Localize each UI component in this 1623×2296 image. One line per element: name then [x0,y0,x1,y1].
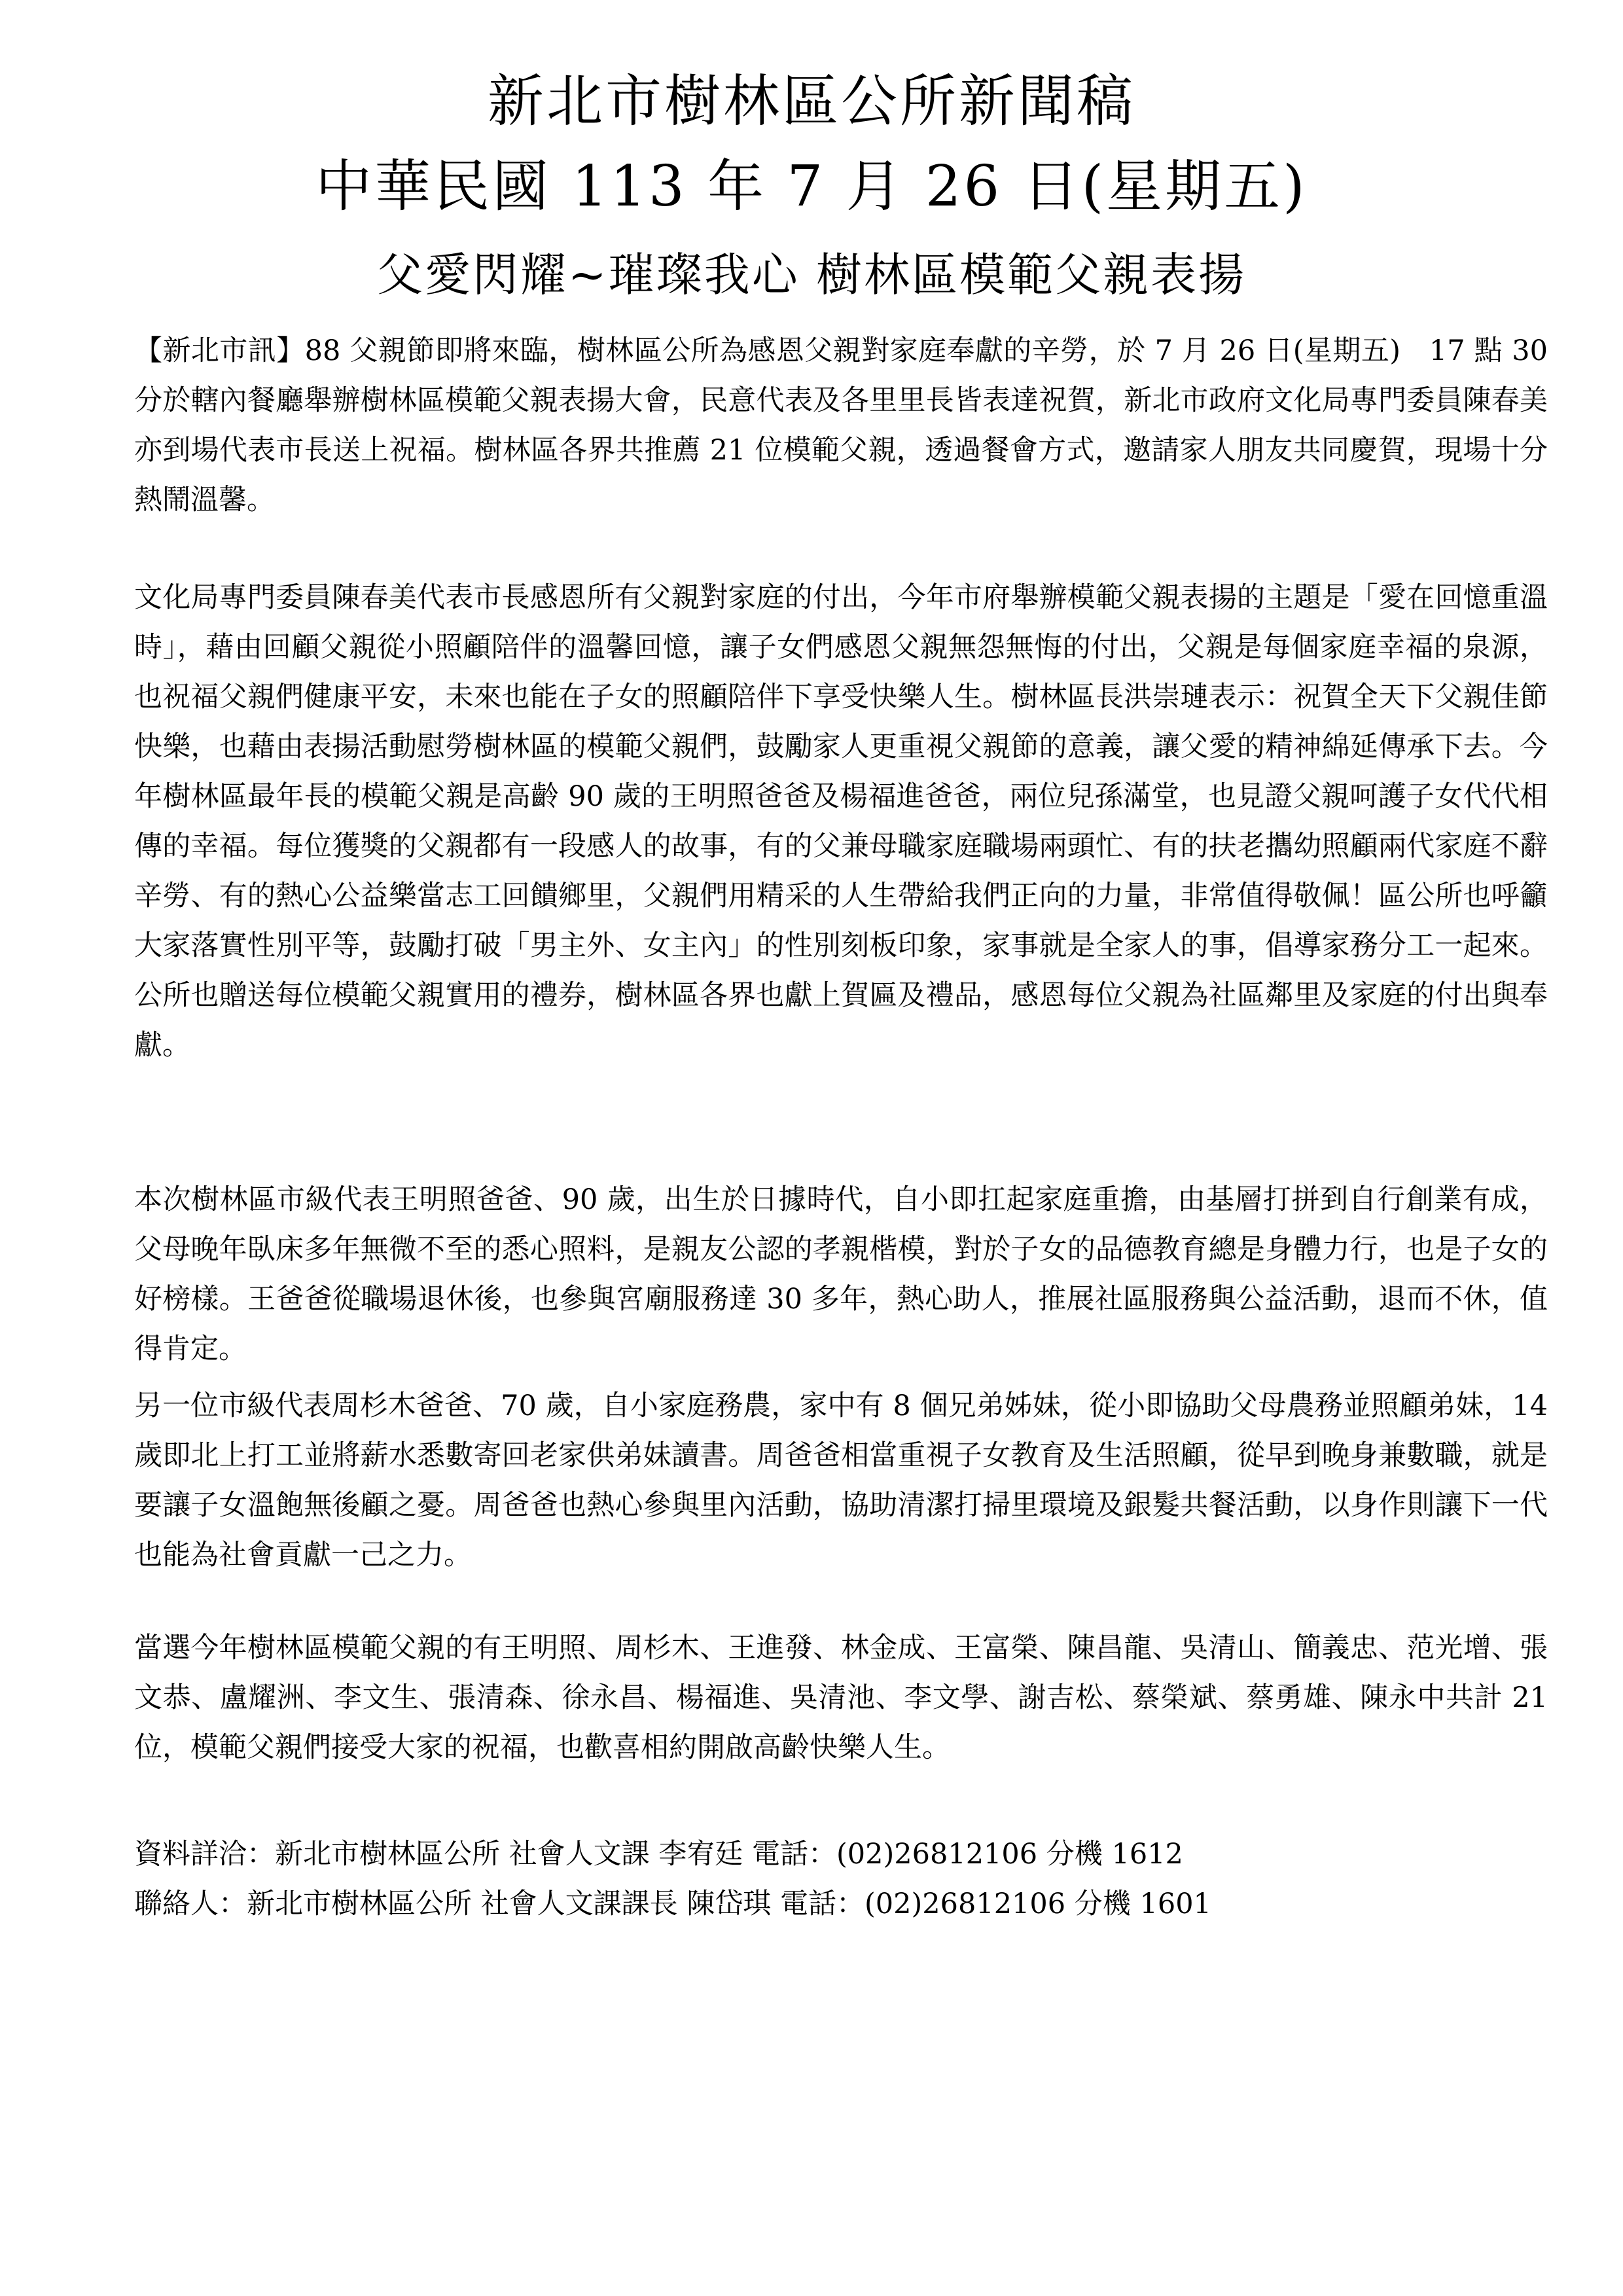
paragraph-representative-wang: 本次樹林區市級代表王明照爸爸、90 歲，出生於日據時代，自小即扛起家庭重擔，由基層打拼到自行創業有成，父母晚年臥床多年無微不至的悉心照料，是親友公認的孝親楷模，對於子女的品德教育總是身體力行，也是子女的好榜樣。王爸爸從職場退休後，也參與宮廟服務達 30 多年，熱心助人，推展社區服務與公益活動，退而不休，值得肯定。 [134,1183,1548,1365]
paragraph-honoree-list: 當選今年樹林區模範父親的有王明照、周杉木、王進發、林金成、王富榮、陳昌龍、吳清山、簡義忠、范光增、張文恭、盧耀洲、李文生、張清森、徐永昌、楊福進、吳清池、李文學、謝吉松、蔡榮斌、蔡勇雄、陳永中共計 21 位，模範父親們接受大家的祝福，也歡喜相約開啟高齡快樂人生。 [134,1632,1548,1764]
document-title: 新北市樹林區公所新聞稿 [488,69,1135,134]
paragraph-remarks: 文化局專門委員陳春美代表市長感恩所有父親對家庭的付出，今年市府舉辦模範父親表揚的主題是「愛在回憶重溫時」，藉由回顧父親從小照顧陪伴的溫馨回憶，讓子女們感恩父親無怨無悔的付出，父親是每個家庭幸福的泉源，也祝福父親們健康平安，未來也能在子女的照顧陪伴下享受快樂人生。樹林區長洪崇璉表示：祝賀全天下父親佳節快樂，也藉由表揚活動慰勞樹林區的模範父親們，鼓勵家人更重視父親節的意義，讓父愛的精神綿延傳承下去。今年樹林區最年長的模範父親是高齡 90 歲的王明照爸爸及楊福進爸爸，兩位兒孫滿堂，也見證父親呵護子女代代相傳的幸福。每位獲獎的父親都有一段感人的故事，有的父兼母職家庭職場兩頭忙、有的扶老攜幼照顧兩代家庭不辭辛勞、有的熱心公益樂當志工回饋鄉里，父親們用精采的人生帶給我們正向的力量，非常值得敬佩！區公所也呼籲大家落實性別平等，鼓勵打破「男主外、女主內」的性別刻板印象，家事就是全家人的事，倡導家務分工一起來。公所也贈送每位模範父親實用的禮券，樹林區各界也獻上賀匾及禮品，感恩每位父親為社區鄰里及家庭的付出與奉獻。 [134,581,1548,1062]
release-date: 中華民國 113 年 7 月 26 日(星期五) [315,154,1308,219]
paragraph-representative-zhou: 另一位市級代表周杉木爸爸、70 歲，自小家庭務農，家中有 8 個兄弟姊妹，從小即協助父母農務並照顧弟妹，14 歲即北上打工並將薪水悉數寄回老家供弟妹讀書。周爸爸相當重視子女教育及生活照顧，從早到晚身兼數職，就是要讓子女溫飽無後顧之憂。周爸爸也熱心參與里內活動，協助清潔打掃里環境及銀髮共餐活動，以身作則讓下一代也能為社會貢獻一己之力。 [134,1390,1548,1571]
paragraph-intro: 【新北市訊】88 父親節即將來臨，樹林區公所為感恩父親對家庭奉獻的辛勞，於 7 月 26 日(星期五) 17 點 30 分於轄內餐廳舉辦樹林區模範父親表揚大會，民意代表及各里里長皆表達祝賀，新北市政府文化局專門委員陳春美亦到場代表市長送上祝福。樹林區各界共推薦 21 位模範父親，透過餐會方式，邀請家人朋友共同慶賀，現場十分熱鬧溫馨。 [134,334,1548,516]
contact-person-line: 聯絡人：新北市樹林區公所 社會人文課課長 陳岱琪 電話：(02)26812106 分機 1601 [134,1888,1211,1920]
contact-info-line: 資料詳洽：新北市樹林區公所 社會人文課 李宥廷 電話：(02)26812106 分機 1612 [134,1838,1183,1871]
headline: 父愛閃耀~璀璨我心 樹林區模範父親表揚 [377,248,1246,302]
